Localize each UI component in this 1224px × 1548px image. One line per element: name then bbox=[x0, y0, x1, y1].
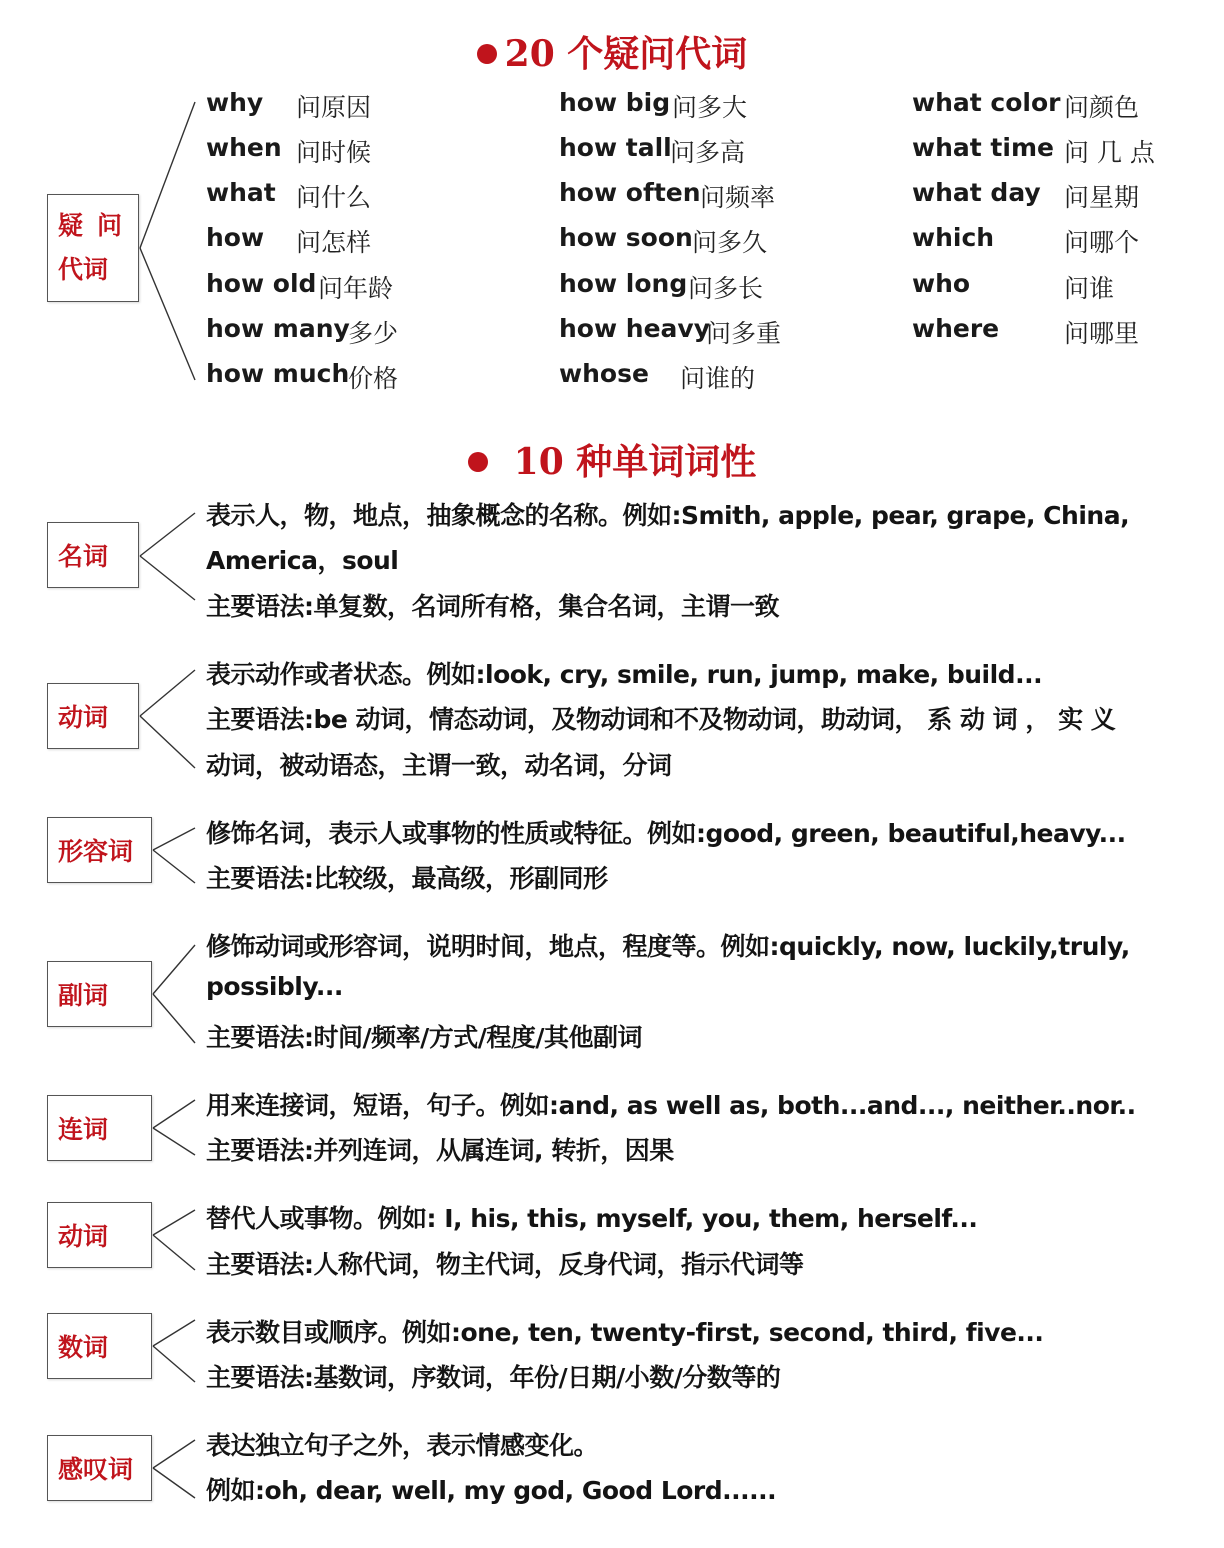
question-word: whose bbox=[559, 359, 649, 388]
question-word: how often bbox=[559, 178, 701, 207]
question-meaning: 问多重 bbox=[706, 319, 782, 348]
question-word: how old bbox=[206, 269, 317, 298]
question-meaning: 问怎样 bbox=[296, 228, 372, 257]
section-title-pronouns: 20 个疑问代词 bbox=[0, 26, 1224, 77]
pos-label-verb: 动词 bbox=[47, 683, 139, 749]
category-label-interrogative bbox=[47, 194, 139, 302]
question-meaning: 问多久 bbox=[692, 228, 768, 257]
question-word: what bbox=[206, 178, 276, 207]
question-word: what color bbox=[912, 88, 1061, 117]
pos-line: 修饰名词，表示人或事物的性质或特征。例如:good, green, beautiful,heavy... bbox=[206, 819, 1126, 848]
question-meaning: 问颜色 bbox=[1064, 93, 1140, 122]
pos-line: possibly... bbox=[206, 972, 343, 1001]
question-meaning: 问 几 点 bbox=[1064, 138, 1155, 167]
pos-line: 表示数目或顺序。例如:one, ten, twenty-first, second, third, five... bbox=[206, 1318, 1044, 1347]
category-label-line1: 疑问 bbox=[58, 211, 137, 240]
pos-line: 用来连接词，短语，句子。例如:and, as well as, both...and..., neither..nor.. bbox=[206, 1091, 1136, 1120]
question-word: how bbox=[206, 223, 265, 252]
question-meaning: 问原因 bbox=[296, 93, 372, 122]
question-word: where bbox=[912, 314, 1000, 343]
question-word: which bbox=[912, 223, 995, 252]
section-title-parts-of-speech: 10 种单词词性 bbox=[0, 434, 1224, 485]
question-meaning: 问星期 bbox=[1064, 183, 1140, 212]
bullet-dot-icon bbox=[477, 44, 497, 64]
pos-line: America，soul bbox=[206, 546, 399, 575]
question-word: how tall bbox=[559, 133, 672, 162]
question-meaning: 问多大 bbox=[672, 93, 748, 122]
question-word: why bbox=[206, 88, 264, 117]
pos-label-adjective: 形容词 bbox=[47, 817, 152, 883]
question-meaning: 问频率 bbox=[700, 183, 776, 212]
pos-line: 修饰动词或形容词，说明时间，地点，程度等。例如:quickly, now, luckily,truly, bbox=[206, 932, 1130, 961]
pos-line: 例如:oh, dear, well, my god, Good Lord...... bbox=[206, 1476, 777, 1505]
pos-line: 主要语法:be 动词，情态动词，及物动词和不及物动词，助动词， 系 动 词 ， 实 义 bbox=[206, 705, 1116, 734]
question-meaning: 多少 bbox=[348, 319, 399, 348]
question-word: how long bbox=[559, 269, 688, 298]
pos-label-interjection: 感叹词 bbox=[47, 1435, 152, 1501]
question-meaning: 问时候 bbox=[296, 138, 372, 167]
question-word: how many bbox=[206, 314, 350, 343]
pos-line: 主要语法:并列连词，从属连词, 转折，因果 bbox=[206, 1136, 674, 1165]
pos-line: 主要语法:比较级，最高级，形副同形 bbox=[206, 864, 608, 893]
question-meaning: 问年龄 bbox=[318, 274, 394, 303]
pos-label-numeral: 数词 bbox=[47, 1313, 152, 1379]
question-word: how heavy bbox=[559, 314, 710, 343]
question-word: how much bbox=[206, 359, 350, 388]
question-meaning: 问哪个 bbox=[1064, 228, 1140, 257]
pos-line: 表达独立句子之外，表示情感变化。 bbox=[206, 1431, 599, 1460]
pos-line: 替代人或事物。例如: I, his, this, myself, you, them, herself... bbox=[206, 1204, 978, 1233]
pos-line: 表示动作或者状态。例如:look, cry, smile, run, jump, make, build... bbox=[206, 660, 1043, 689]
question-word: when bbox=[206, 133, 282, 162]
question-word: who bbox=[912, 269, 971, 298]
bullet-dot-icon bbox=[468, 452, 488, 472]
pos-label-pronoun: 动词 bbox=[47, 1202, 152, 1268]
pos-label-conjunction: 连词 bbox=[47, 1095, 152, 1161]
question-meaning: 问多长 bbox=[688, 274, 764, 303]
pos-line: 动词，被动语态，主谓一致，动名词，分词 bbox=[206, 751, 672, 780]
category-label-line2: 代词 bbox=[58, 255, 109, 284]
question-meaning: 问多高 bbox=[670, 138, 746, 167]
question-meaning: 问哪里 bbox=[1064, 319, 1140, 348]
pos-line: 主要语法:时间/频率/方式/程度/其他副词 bbox=[206, 1023, 643, 1052]
question-meaning: 问什么 bbox=[296, 183, 372, 212]
pos-line: 主要语法:人称代词，物主代词，反身代词，指示代词等 bbox=[206, 1250, 804, 1279]
question-meaning: 价格 bbox=[348, 364, 399, 393]
question-word: how soon bbox=[559, 223, 693, 252]
question-word: how big bbox=[559, 88, 671, 117]
pos-line: 主要语法:单复数，名词所有格，集合名词，主谓一致 bbox=[206, 592, 779, 621]
question-meaning: 问谁 bbox=[1064, 274, 1115, 303]
pos-label-adverb: 副词 bbox=[47, 961, 152, 1027]
pos-line: 表示人，物，地点，抽象概念的名称。例如:Smith, apple, pear, grape, China, bbox=[206, 501, 1130, 530]
pos-label-noun: 名词 bbox=[47, 522, 139, 588]
question-word: what time bbox=[912, 133, 1054, 162]
question-word: what day bbox=[912, 178, 1041, 207]
question-meaning: 问谁的 bbox=[680, 364, 756, 393]
pos-line: 主要语法:基数词，序数词，年份/日期/小数/分数等的 bbox=[206, 1363, 781, 1392]
